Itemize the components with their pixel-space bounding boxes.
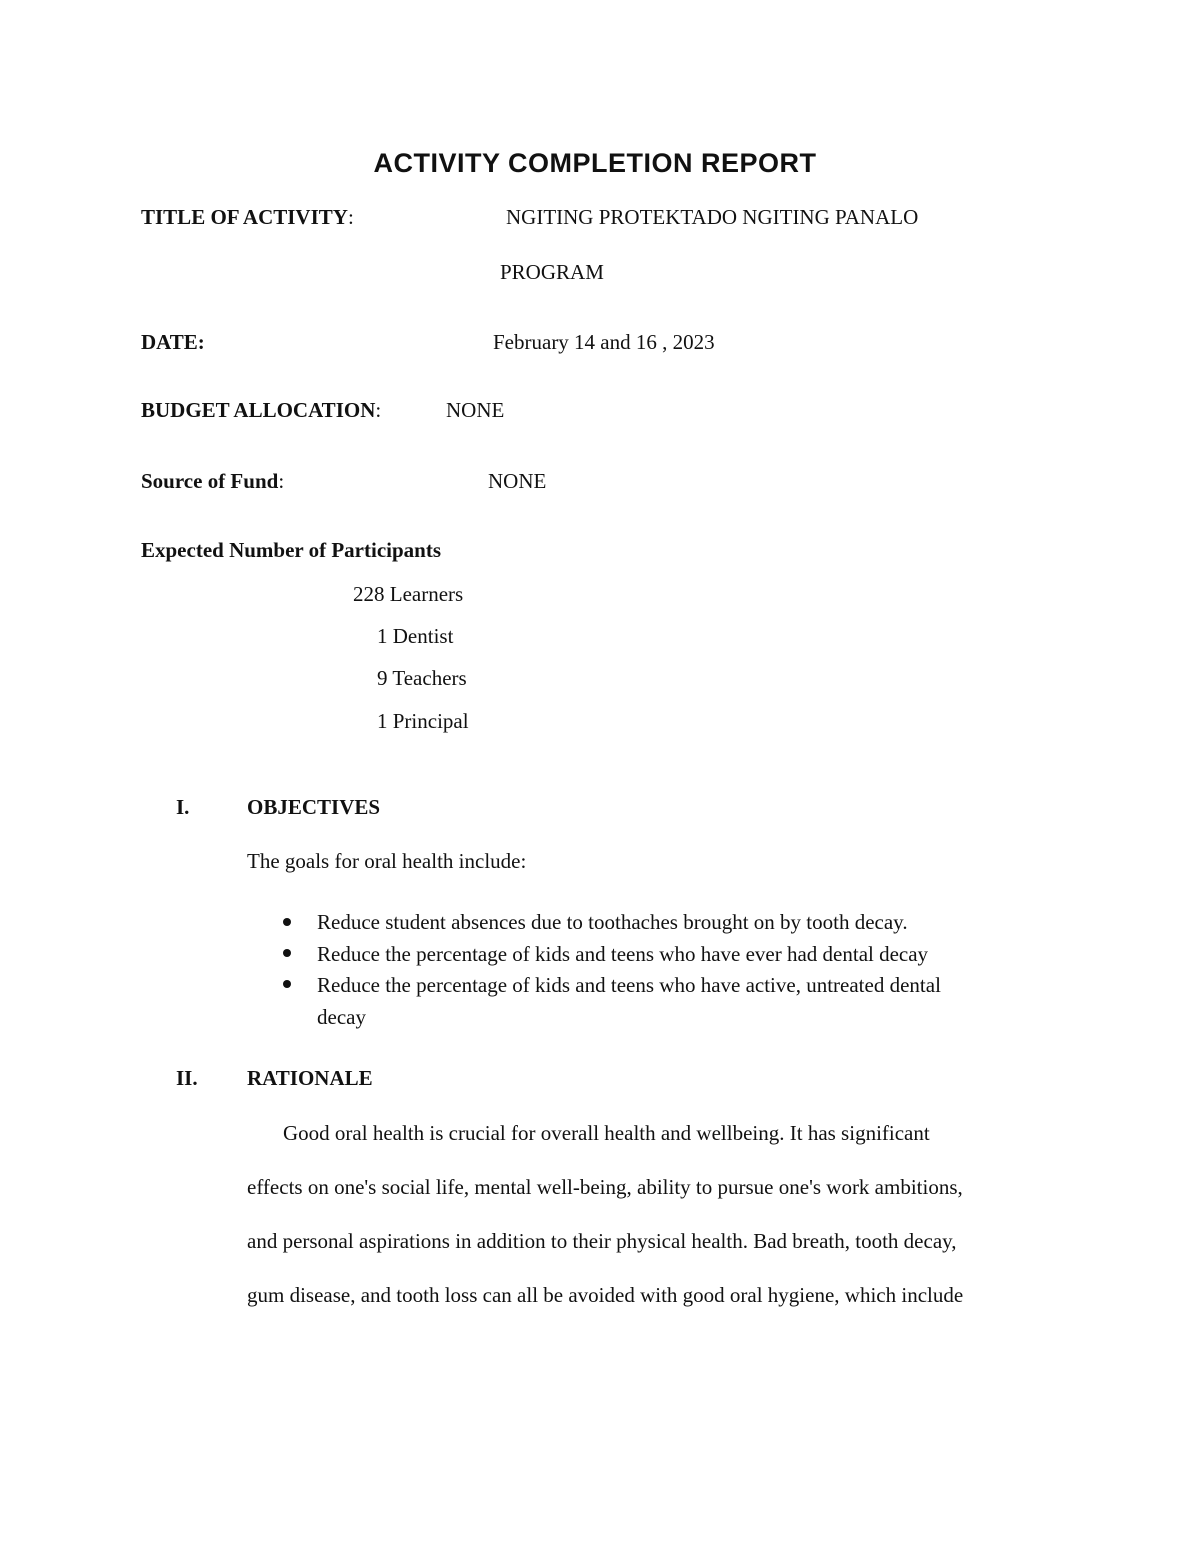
field-label: BUDGET ALLOCATION xyxy=(141,398,376,422)
document-title: ACTIVITY COMPLETION REPORT xyxy=(373,148,817,178)
rationale-line: gum disease, and tooth loss can all be avoided with good oral hygiene, which include xyxy=(247,1283,964,1307)
field-value-source: NONE xyxy=(488,469,547,493)
objective-item-continuation: decay xyxy=(317,1005,366,1029)
field-title-of-activity xyxy=(141,207,354,228)
rationale-line: Good oral health is crucial for overall health and wellbeing. It has significant xyxy=(283,1121,930,1145)
field-value-budget: NONE xyxy=(446,398,505,422)
field-source-of-fund xyxy=(141,471,284,492)
objective-item: Reduce student absences due to toothaches brought on by tooth decay. xyxy=(317,910,908,934)
rationale-line: and personal aspirations in addition to their physical health. Bad breath, tooth decay, xyxy=(247,1229,957,1253)
participant-item: 9 Teachers xyxy=(377,666,467,690)
section-heading-rationale: RATIONALE xyxy=(247,1066,373,1090)
objectives-intro: The goals for oral health include: xyxy=(247,849,527,873)
field-budget-allocation xyxy=(141,400,381,421)
section-numeral: II. xyxy=(176,1066,198,1090)
field-value-line1: NGITING PROTEKTADO NGITING PANALO xyxy=(506,205,919,229)
field-label: Source of Fund xyxy=(141,469,279,493)
section-heading-objectives: OBJECTIVES xyxy=(247,795,381,819)
bullet-icon xyxy=(283,918,291,926)
section-numeral: I. xyxy=(176,795,190,819)
participant-item: 1 Dentist xyxy=(377,624,454,648)
field-label: TITLE OF ACTIVITY xyxy=(141,205,348,229)
bullet-icon xyxy=(283,949,291,957)
field-separator: : xyxy=(278,469,285,493)
participant-item: 228 Learners xyxy=(353,582,464,606)
objective-item: Reduce the percentage of kids and teens who have ever had dental decay xyxy=(317,942,929,966)
field-separator: : xyxy=(375,398,382,422)
rationale-line: effects on one's social life, mental well-being, ability to pursue one's work ambitions, xyxy=(247,1175,963,1199)
field-value-line2: PROGRAM xyxy=(500,260,604,284)
field-label-date: DATE: xyxy=(141,330,205,354)
participant-item: 1 Principal xyxy=(377,709,469,733)
objective-item: Reduce the percentage of kids and teens who have active, untreated dental xyxy=(317,973,941,997)
field-separator: : xyxy=(347,205,354,229)
field-value-date: February 14 and 16 , 2023 xyxy=(493,330,715,354)
participants-heading: Expected Number of Participants xyxy=(141,538,441,562)
bullet-icon xyxy=(283,980,291,988)
